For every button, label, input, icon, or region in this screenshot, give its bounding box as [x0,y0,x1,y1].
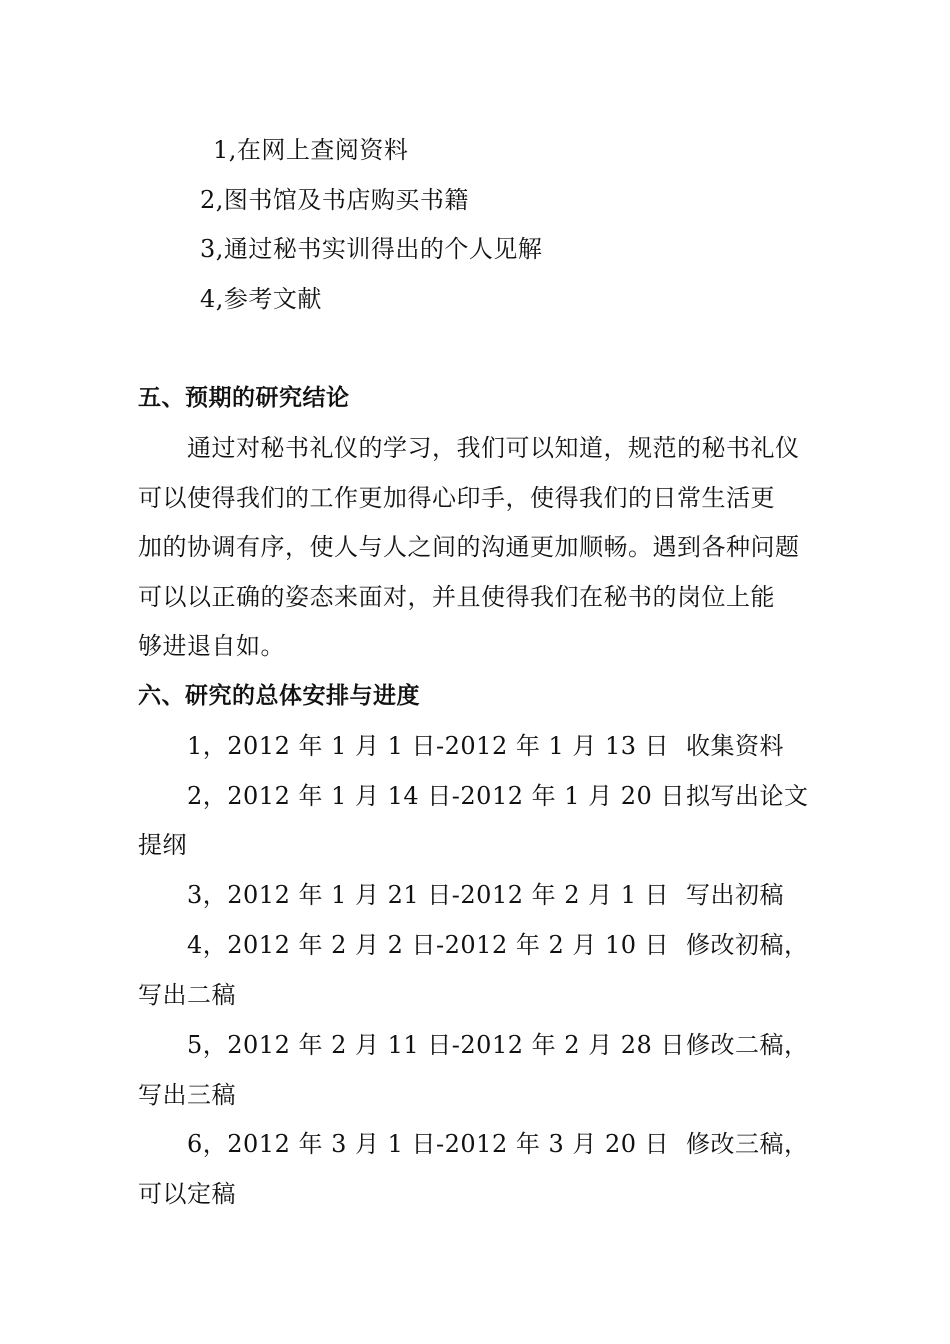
conclusion-line-1: 通过对秘书礼仪的学习，我们可以知道，规范的秘书礼仪 [187,434,800,462]
method-item-4: 4,参考文献 [200,285,322,313]
schedule-date-1: 1，2012 年 1 月 1 日-2012 年 1 月 13 日 [187,732,670,760]
method-item-1: 1,在网上查阅资料 [213,136,409,164]
schedule-task-1: 收集资料 [686,732,784,760]
method-item-2: 2,图书馆及书店购买书籍 [200,186,469,214]
section-6-heading: 六、研究的总体安排与进度 [138,683,420,709]
schedule-task-4: 修改初稿， [686,931,809,959]
schedule-task-6: 修改三稿， [686,1130,809,1158]
schedule-date-2: 2，2012 年 1 月 14 日-2012 年 1 月 20 日 [187,782,685,810]
schedule-cont-6: 可以定稿 [138,1180,236,1208]
method-item-3: 3,通过秘书实训得出的个人见解 [200,235,543,263]
conclusion-line-5: 够进退自如。 [138,632,285,660]
schedule-task-3: 写出初稿 [686,881,784,909]
section-5-heading: 五、预期的研究结论 [138,385,350,411]
schedule-date-5: 5，2012 年 2 月 11 日-2012 年 2 月 28 日 [187,1031,685,1059]
schedule-date-3: 3，2012 年 1 月 21 日-2012 年 2 月 1 日 [187,881,670,909]
schedule-cont-4: 写出二稿 [138,981,236,1009]
schedule-cont-5: 写出三稿 [138,1081,236,1109]
conclusion-line-2: 可以使得我们的工作更加得心印手，使得我们的日常生活更 [138,484,775,512]
schedule-task-2: 拟写出论文 [686,782,809,810]
schedule-date-4: 4，2012 年 2 月 2 日-2012 年 2 月 10 日 [187,931,670,959]
schedule-task-5: 修改二稿， [686,1031,809,1059]
schedule-date-6: 6，2012 年 3 月 1 日-2012 年 3 月 20 日 [187,1130,670,1158]
conclusion-line-3: 加的协调有序，使人与人之间的沟通更加顺畅。遇到各种问题 [138,533,800,561]
conclusion-line-4: 可以以正确的姿态来面对，并且使得我们在秘书的岗位上能 [138,583,775,611]
schedule-cont-2: 提纲 [138,831,187,859]
